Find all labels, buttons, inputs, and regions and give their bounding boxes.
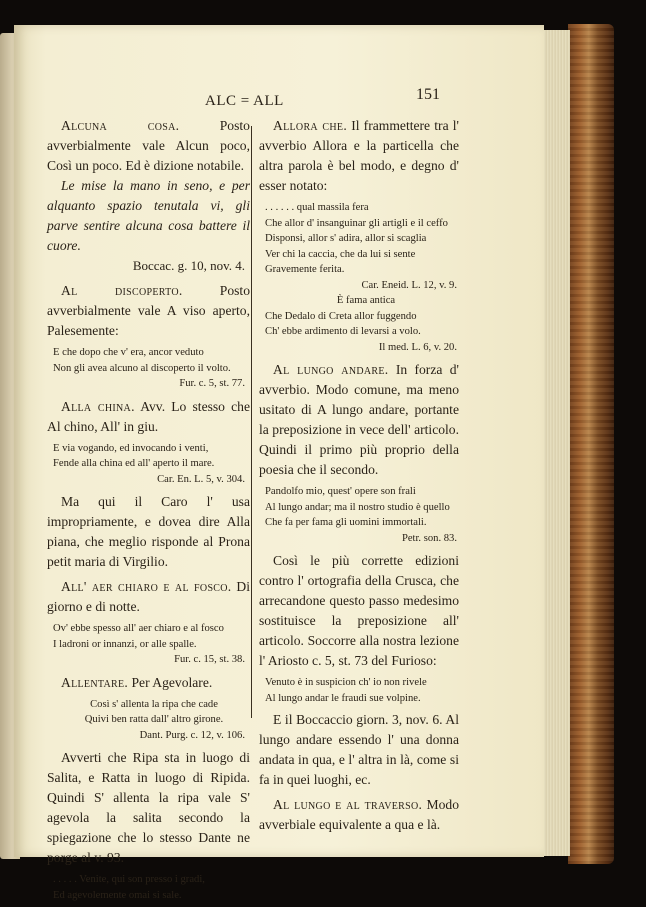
verse-line: Disponsi, allor s' adira, allor si scaglia <box>265 233 427 244</box>
verse-line: Che Dedalo di Creta allor fuggendo <box>265 310 417 322</box>
verse-line: Al lungo andar le fraudi sue volpine. <box>265 692 421 704</box>
entry-alla-china <box>47 397 255 488</box>
verse-line: Ed agevolemente omai si sale. <box>53 889 182 901</box>
entry-definition: Posto avverbialmente vale A viso aperto, Palesemente: <box>47 283 250 338</box>
verse-line: Ov' ebbe spesso all' aer chiaro e al fosco <box>53 623 224 634</box>
entry-definition: Modo avverbiale equivalente a qua e là. <box>259 797 459 832</box>
verse-line: . . . . . . qual massila fera <box>265 202 369 213</box>
verse-quote <box>259 484 467 546</box>
verse-line: È fama antica <box>336 295 396 306</box>
verse-line: Venuto è in suspicion ch' io non rivele <box>265 677 427 688</box>
entry-headword: Allentare. <box>61 674 129 690</box>
page-number: 151 <box>416 86 440 103</box>
verse-line: Al lungo andar; ma il nostro studio è quello <box>265 501 450 513</box>
verse-line: Così s' allenta la ripa che cade <box>90 698 218 710</box>
citation: Fur. c. 15, st. 38. <box>174 654 245 665</box>
entry-alcuna-cosa <box>47 116 255 276</box>
entry-definition: In forza d' avverbio. Modo comune, ma meno usitato di A lungo andare, portante la preposizione in vece dell' articolo. Quindi il primo più proprio della poesia che il secondo. <box>259 362 459 477</box>
entry-headword: All' aer chiaro e al fosco. <box>61 579 232 594</box>
verse-quote <box>47 345 255 392</box>
verse-line: E via vogando, ed invocando i venti, <box>53 442 209 454</box>
verse-line: Fende alla china ed all' aperto il mare. <box>53 458 215 469</box>
entry-headword: Alla china. <box>61 398 135 414</box>
paragraph: Così le più corrette edizioni contro l' ortografia della Crusca, che arrecandone questo passo medesimo sostituisce la preposizione all' articolo. Soccorre alla nostra lezione l' Ariosto c. 5, st. 73 del Furioso: <box>259 553 459 668</box>
verse-quote <box>47 441 255 488</box>
verse-line: . . . . . Venite, qui son presso i gradi, <box>53 874 205 885</box>
entry-allora-che <box>259 116 467 355</box>
citation: Fur. c. 5, st. 77. <box>179 378 245 389</box>
entry-al-lungo-e-al-traverso <box>259 795 467 835</box>
verse-quote <box>47 621 255 668</box>
verse-line: Pandolfo mio, quest' opere son frali <box>265 486 416 497</box>
entry-definition: Posto avverbialmente vale Alcun poco, Così un poco. Ed è dizione notabile. <box>47 118 250 173</box>
entry-allentare <box>47 673 255 744</box>
entry-al-discoperto <box>47 281 255 392</box>
verse-quote <box>259 200 467 355</box>
running-title: ALC = ALL <box>205 93 284 109</box>
verse-line: Ver chi la caccia, che da lui si sente <box>265 248 416 260</box>
paragraph: Avverti che Ripa sta in luogo di Salita, e Ratta in luogo di Ripida. Quindi S' allenta la ripa vale S' agevola la salita secondo la spiegazione che lo stesso Dante ne porge al v. 93. <box>47 750 250 865</box>
verse-quote <box>47 697 255 744</box>
entry-headword: Allora che. <box>273 118 348 133</box>
entry-headword: Alcuna cosa. <box>61 118 180 133</box>
entry-definition: Il frammettere tra l' avverbio Allora e la particella che altra parola è bel modo, e degno d' esser notato: <box>259 118 459 193</box>
verse-quote <box>47 872 255 903</box>
citation: Car. Eneid. L. 12, v. 9. <box>361 279 457 291</box>
verse-line: Ch' ebbe ardimento di levarsi a volo. <box>265 326 421 337</box>
book-cover-edge <box>568 24 614 864</box>
page-stack-edge <box>544 30 570 856</box>
entry-definition: Di giorno e di notte. <box>47 579 250 614</box>
verse-line: Gravemente ferita. <box>265 264 345 275</box>
paragraph: E il Boccaccio giorn. 3, nov. 6. Al lungo andare essendo l' una donna andata in qua, e l' altra in là, come si fa in quei luoghi, ec. <box>259 712 459 787</box>
entry-headword: Al lungo e al traverso. <box>273 797 423 812</box>
entry-headword: Al discoperto. <box>61 283 183 298</box>
verse-line: Che fa per fama gli uomini immortali. <box>265 517 427 528</box>
entry-definition: Per Agevolare. <box>131 674 213 690</box>
entry-definition: Avv. Lo stesso che Al chino, All' in giu. <box>47 398 250 434</box>
verse-line: I ladroni or innanzi, or alle spalle. <box>53 638 197 650</box>
verse-line: Non gli avea alcuno al discoperto il volto. <box>53 362 231 374</box>
verse-line: Quivi ben ratta dall' altro girone. <box>84 714 224 725</box>
entry-all-aer-chiaro <box>47 577 255 668</box>
citation: Car. En. L. 5, v. 304. <box>157 473 245 485</box>
citation: Boccac. g. 10, nov. 4. <box>132 258 245 273</box>
right-column <box>259 114 467 840</box>
paragraph: Ma qui il Caro l' usa impropriamente, e dovea dire Alla piana, che meglio risponde al Prona petit maria di Virgilio. <box>47 494 250 569</box>
citation: Il med. L. 6, v. 20. <box>378 341 457 353</box>
citation: Dant. Purg. c. 12, v. 106. <box>139 729 245 741</box>
verse-line: Che allor d' insanguinar gli artigli e il ceffo <box>265 217 448 229</box>
example-text: Le mise la mano in seno, e per alquanto spazio tenutala vi, gli parve sentire alcuna cosa battere il cuore. <box>47 178 250 253</box>
entry-headword: Al lungo andare. <box>273 362 389 377</box>
verse-line: E che dopo che v' era, ancor veduto <box>53 347 204 358</box>
citation: Petr. son. 83. <box>401 532 457 544</box>
verse-quote <box>259 675 467 706</box>
left-column <box>47 114 255 907</box>
entry-al-lungo-andare <box>259 360 467 546</box>
